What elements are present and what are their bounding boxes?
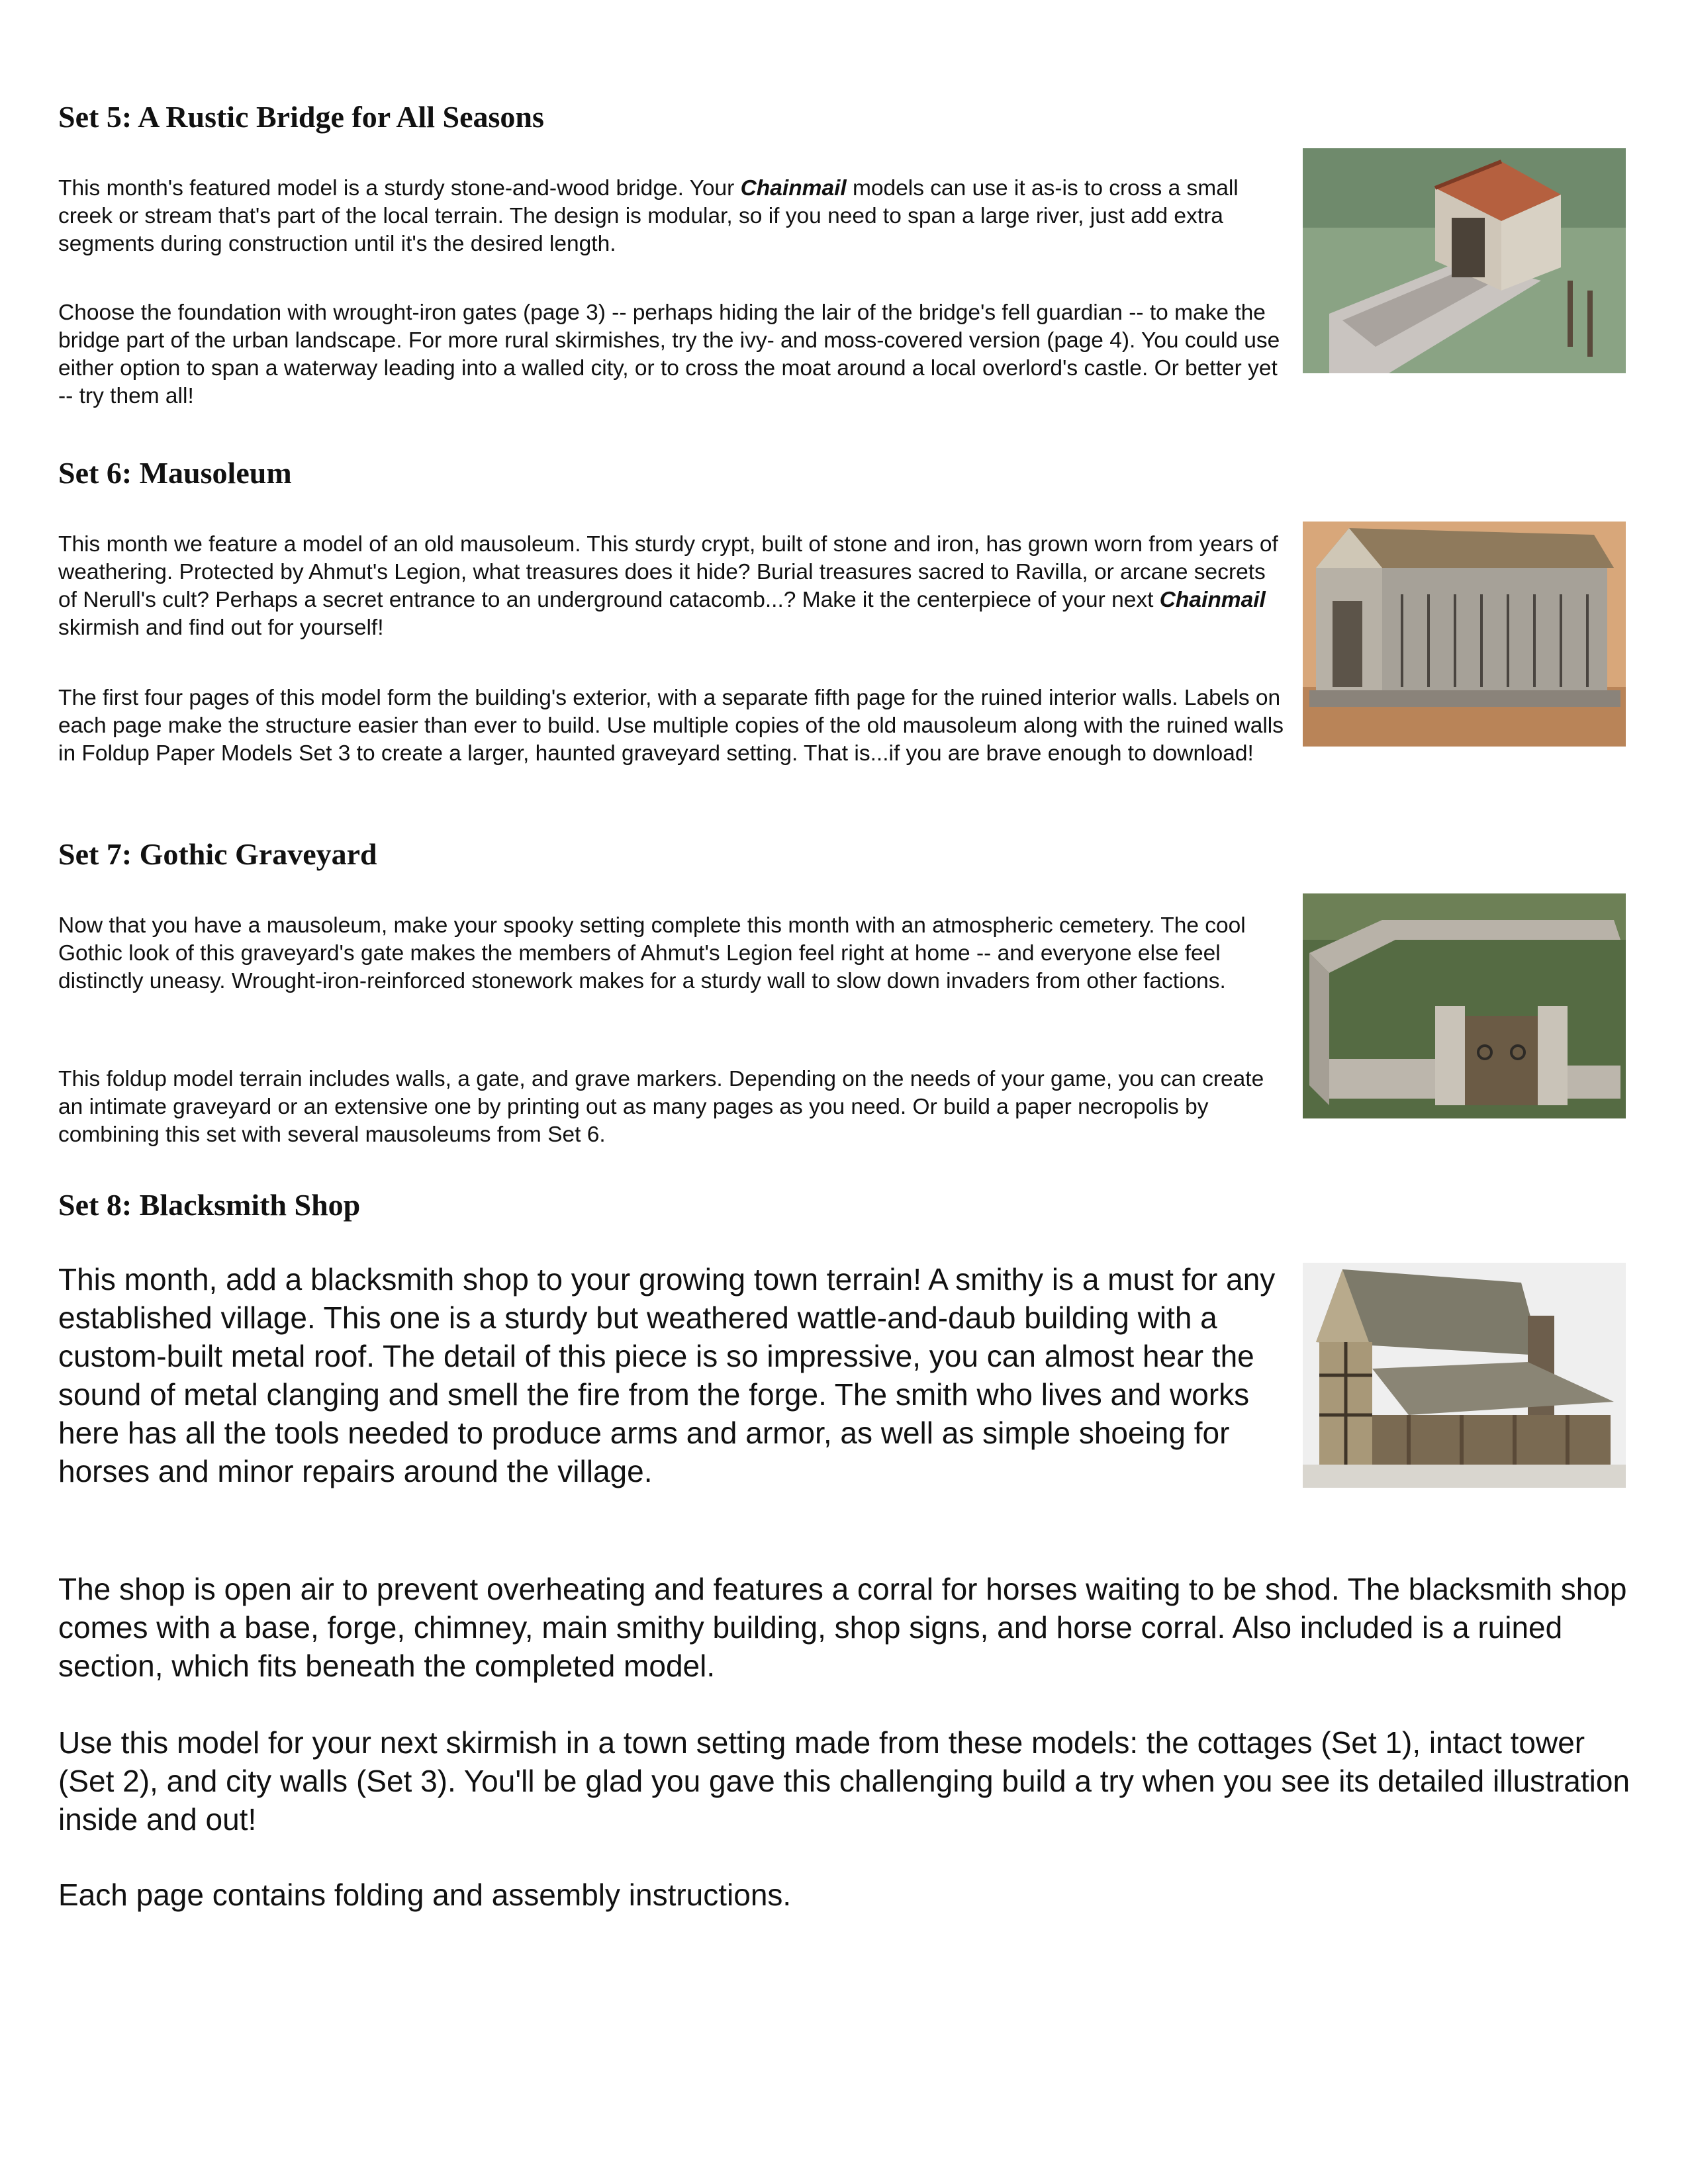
section-heading-set8: Set 8: Blacksmith Shop xyxy=(58,1188,361,1222)
blacksmith-model-photo xyxy=(1303,1263,1626,1488)
chainmail-brand: Chainmail xyxy=(1159,588,1266,612)
section-heading-set6: Set 6: Mausoleum xyxy=(58,456,292,490)
set6-paragraph-2: The first four pages of this model form the building's exterior, with a separate fifth page for the ruined interior walls. Labels on each page make the structure easier than ever to build. Use multiple copies of the old mausoleum along with the ruined walls in Foldup Paper Models Set 3 to create a larger, haunted graveyard setting. That is...if you are brave enough to download! xyxy=(58,686,1284,766)
set7-paragraph-2: This foldup model terrain includes walls, a gate, and grave markers. Depending on the needs of your game, you can create an intimate graveyard or an extensive one by printing out as many pages as you need. Or build a paper necropolis by combining this set with several mausoleums from Set 6. xyxy=(58,1067,1264,1147)
section-heading-set7: Set 7: Gothic Graveyard xyxy=(58,837,377,871)
set8-paragraph-2: The shop is open air to prevent overheating and features a corral for horses waiting to be shod. The blacksmith shop comes with a base, forge, chimney, main smithy building, shop signs, and horse corral. Also included is a ruined section, which fits beneath the completed model. xyxy=(58,1572,1627,1683)
set6-paragraph-1: This month we feature a model of an old mausoleum. This sturdy crypt, built of stone and iron, has grown worn from years of weathering. Protected by Ahmut's Legion, what treasures does it hide? Burial treasures sacred to Ravilla, or arcane secrets of Nerull's cult? Perhaps a secret entrance to an underground catacomb...? Make it the centerpiece of your next Chainmail skirmish and find out for yourself! xyxy=(58,532,1278,640)
set8-paragraph-1: This month, add a blacksmith shop to your growing town terrain! A smithy is a must for any established village. This one is a sturdy but weathered wattle-and-daub building with a custom-built metal roof. The detail of this piece is so impressive, you can almost hear the sound of metal clanging and smell the fire from the forge. The smith who lives and works here has all the tools needed to produce arms and armor, as well as simple shoeing for horses and minor repairs around the village. xyxy=(58,1262,1276,1488)
set7-paragraph-1: Now that you have a mausoleum, make your spooky setting complete this month with an atmospheric cemetery. The cool Gothic look of this graveyard's gate makes the members of Ahmut's Legion feel right at home -- and everyone else feel distinctly uneasy. Wrought-iron-reinforced stonework makes for a sturdy wall to slow down invaders from other factions. xyxy=(58,913,1246,993)
bridge-model-photo xyxy=(1303,148,1626,373)
set8-paragraph-4: Each page contains folding and assembly instructions. xyxy=(58,1878,792,1912)
set5-paragraph-1: This month's featured model is a sturdy stone-and-wood bridge. Your Chainmail models can use it as-is to cross a small creek or stream that's part of the local terrain. The design is modular, so if you need to span a large river, just add extra segments during construction until it's the desired length. xyxy=(58,176,1239,256)
graveyard-model-photo xyxy=(1303,893,1626,1118)
set8-paragraph-3: Use this model for your next skirmish in a town setting made from these models: the cottages (Set 1), intact tower (Set 2), and city walls (Set 3). You'll be glad you gave this challenging build a try when you see its detailed illustration inside and out! xyxy=(58,1725,1630,1837)
mausoleum-model-photo xyxy=(1303,522,1626,747)
chainmail-brand: Chainmail xyxy=(740,176,847,201)
section-heading-set5: Set 5: A Rustic Bridge for All Seasons xyxy=(58,100,544,134)
set5-paragraph-2: Choose the foundation with wrought-iron gates (page 3) -- perhaps hiding the lair of the bridge's fell guardian -- to make the bridge part of the urban landscape. For more rural skirmishes, try the ivy- and moss-covered version (page 4). You could use either option to span a waterway leading into a walled city, or to cross the moat around a local overlord's castle. Or better yet -- try them all! xyxy=(58,300,1280,408)
